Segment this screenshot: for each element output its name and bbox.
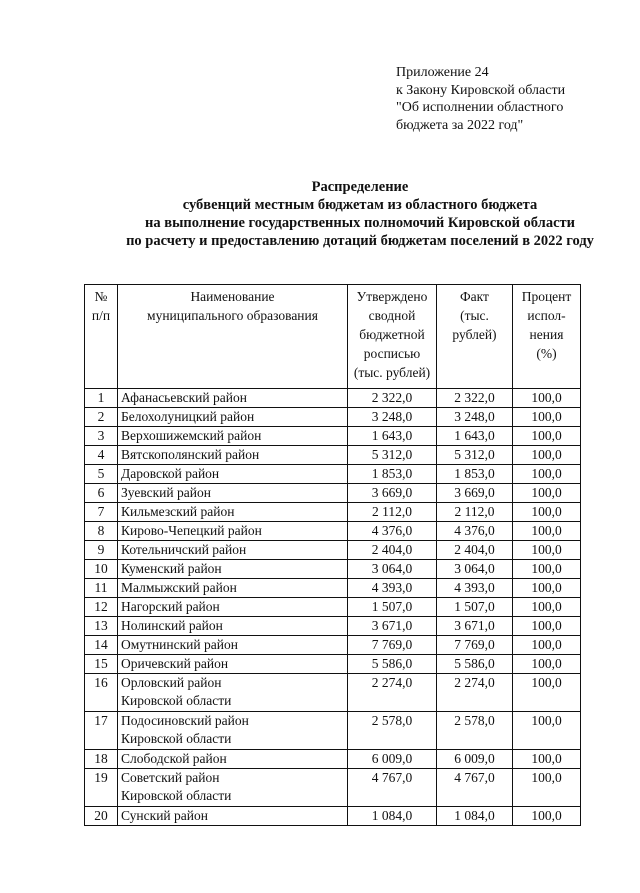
table-body [85,389,581,826]
cell-approved: 3 248,0 [348,408,437,427]
header-approved-line: бюджетной [359,327,425,342]
header-name-line: муниципального образования [147,308,318,323]
cell-percent: 100,0 [513,636,581,655]
cell-fact: 2 404,0 [437,541,513,560]
table-row [85,807,581,826]
cell-fact: 5 312,0 [437,446,513,465]
cell-fact: 2 112,0 [437,503,513,522]
cell-percent: 100,0 [513,579,581,598]
cell-percent: 100,0 [513,617,581,636]
cell-name: Кильмезский район [118,503,348,522]
header-percent [513,285,581,389]
title-line-4: по расчету и предоставлению дотаций бюджетам поселений в 2022 году [126,233,594,249]
cell-name: Белохолуницкий район [118,408,348,427]
header-fact-line: Факт [460,289,489,304]
cell-num: 6 [85,484,118,503]
cell-num: 12 [85,598,118,617]
document-title [60,178,640,250]
appendix-line-4: бюджета за 2022 год" [396,117,524,133]
cell-num: 14 [85,636,118,655]
table-row [85,769,581,807]
cell-percent: 100,0 [513,598,581,617]
appendix-line-3: "Об исполнении областного [396,100,564,115]
cell-fact: 4 767,0 [437,769,513,807]
cell-percent: 100,0 [513,560,581,579]
cell-fact: 3 064,0 [437,560,513,579]
header-percent-line: Процент [521,289,572,304]
cell-approved: 4 376,0 [348,522,437,541]
cell-percent: 100,0 [513,446,581,465]
cell-fact: 1 643,0 [437,427,513,446]
cell-percent: 100,0 [513,750,581,769]
table-row [85,579,581,598]
cell-percent: 100,0 [513,769,581,807]
cell-num: 17 [85,712,118,750]
header-num [85,285,118,389]
cell-approved: 2 578,0 [348,712,437,750]
table-row [85,408,581,427]
header-percent-line: испол- [527,308,566,323]
table-row [85,484,581,503]
cell-approved: 3 671,0 [348,617,437,636]
table-row [85,655,581,674]
cell-name [118,769,348,807]
header-approved-line: сводной [368,308,416,323]
cell-name: Малмыжский район [118,579,348,598]
header-name [118,285,348,389]
header-approved-line: (тыс. рублей) [353,365,431,380]
header-approved-line: Утверждено [356,289,428,304]
header-percent-line: (%) [536,346,557,361]
cell-num: 19 [85,769,118,807]
table-row [85,446,581,465]
cell-approved: 1 853,0 [348,465,437,484]
header-fact-line: (тыс. [460,308,489,323]
cell-name: Даровской район [118,465,348,484]
cell-num: 8 [85,522,118,541]
title-line-2: субвенций местным бюджетам из областного бюджета [182,197,538,213]
cell-percent: 100,0 [513,674,581,712]
cell-num: 4 [85,446,118,465]
header-approved [348,285,437,389]
cell-name: Сунский район [118,807,348,826]
table-row [85,598,581,617]
cell-num: 16 [85,674,118,712]
cell-approved: 4 393,0 [348,579,437,598]
appendix-line-1: Приложение 24 [396,65,489,80]
cell-name: Афанасьевский район [118,389,348,408]
header-percent-line: нения [529,327,564,342]
cell-approved: 3 064,0 [348,560,437,579]
cell-fact: 7 769,0 [437,636,513,655]
cell-num: 10 [85,560,118,579]
cell-name-line: Орловский район [121,675,222,690]
table-row [85,712,581,750]
cell-num: 15 [85,655,118,674]
cell-name: Оричевский район [118,655,348,674]
cell-fact: 3 671,0 [437,617,513,636]
cell-fact: 2 322,0 [437,389,513,408]
cell-num: 1 [85,389,118,408]
cell-percent: 100,0 [513,541,581,560]
cell-num: 3 [85,427,118,446]
cell-name: Омутнинский район [118,636,348,655]
cell-approved: 1 084,0 [348,807,437,826]
cell-fact: 1 507,0 [437,598,513,617]
cell-fact: 1 853,0 [437,465,513,484]
table-row [85,617,581,636]
cell-name: Кирово-Чепецкий район [118,522,348,541]
cell-name [118,712,348,750]
cell-name-line: Кировской области [121,788,232,803]
cell-percent: 100,0 [513,408,581,427]
cell-percent: 100,0 [513,484,581,503]
cell-num: 20 [85,807,118,826]
table-row [85,503,581,522]
cell-percent: 100,0 [513,807,581,826]
cell-name: Зуевский район [118,484,348,503]
cell-num: 9 [85,541,118,560]
header-num-line: № [94,289,108,304]
cell-approved: 2 322,0 [348,389,437,408]
table-row [85,674,581,712]
cell-name: Слободской район [118,750,348,769]
cell-fact: 3 248,0 [437,408,513,427]
cell-fact: 3 669,0 [437,484,513,503]
cell-approved: 2 112,0 [348,503,437,522]
cell-approved: 2 274,0 [348,674,437,712]
table-row [85,427,581,446]
cell-num: 2 [85,408,118,427]
cell-num: 13 [85,617,118,636]
distribution-table [84,284,581,826]
cell-num: 5 [85,465,118,484]
table-row [85,389,581,408]
header-fact-line: рублей) [452,327,497,342]
cell-num: 18 [85,750,118,769]
table-row [85,522,581,541]
cell-approved: 1 643,0 [348,427,437,446]
header-approved-line: росписью [363,346,421,361]
cell-approved: 5 312,0 [348,446,437,465]
cell-percent: 100,0 [513,427,581,446]
table-row [85,560,581,579]
cell-percent: 100,0 [513,522,581,541]
cell-approved: 2 404,0 [348,541,437,560]
cell-percent: 100,0 [513,503,581,522]
header-name-line: Наименование [190,289,275,304]
cell-approved: 5 586,0 [348,655,437,674]
table-row [85,541,581,560]
cell-name: Куменский район [118,560,348,579]
cell-fact: 6 009,0 [437,750,513,769]
cell-fact: 4 393,0 [437,579,513,598]
cell-approved: 7 769,0 [348,636,437,655]
table-row [85,636,581,655]
cell-percent: 100,0 [513,389,581,408]
table-row [85,465,581,484]
cell-name: Нолинский район [118,617,348,636]
cell-approved: 6 009,0 [348,750,437,769]
cell-name: Верхошижемский район [118,427,348,446]
cell-percent: 100,0 [513,465,581,484]
header-fact [437,285,513,389]
table-header-row [85,285,581,389]
cell-name: Нагорский район [118,598,348,617]
cell-fact: 2 274,0 [437,674,513,712]
cell-name [118,674,348,712]
appendix-line-2: к Закону Кировской области [396,82,566,98]
table-row [85,750,581,769]
cell-name: Вятскополянский район [118,446,348,465]
cell-name: Котельничский район [118,541,348,560]
title-line-1: Распределение [311,179,409,195]
title-line-3: на выполнение государственных полномочий Кировской области [145,215,575,231]
cell-approved: 4 767,0 [348,769,437,807]
cell-percent: 100,0 [513,712,581,750]
cell-num: 11 [85,579,118,598]
cell-approved: 3 669,0 [348,484,437,503]
header-num-line: п/п [91,308,111,323]
cell-num: 7 [85,503,118,522]
cell-name-line: Кировской области [121,731,232,746]
cell-fact: 5 586,0 [437,655,513,674]
cell-percent: 100,0 [513,655,581,674]
cell-name-line: Советский район [121,770,220,785]
cell-fact: 2 578,0 [437,712,513,750]
cell-fact: 1 084,0 [437,807,513,826]
cell-fact: 4 376,0 [437,522,513,541]
appendix-header [396,64,565,134]
cell-approved: 1 507,0 [348,598,437,617]
cell-name-line: Кировской области [121,693,232,708]
cell-name-line: Подосиновский район [121,713,249,728]
